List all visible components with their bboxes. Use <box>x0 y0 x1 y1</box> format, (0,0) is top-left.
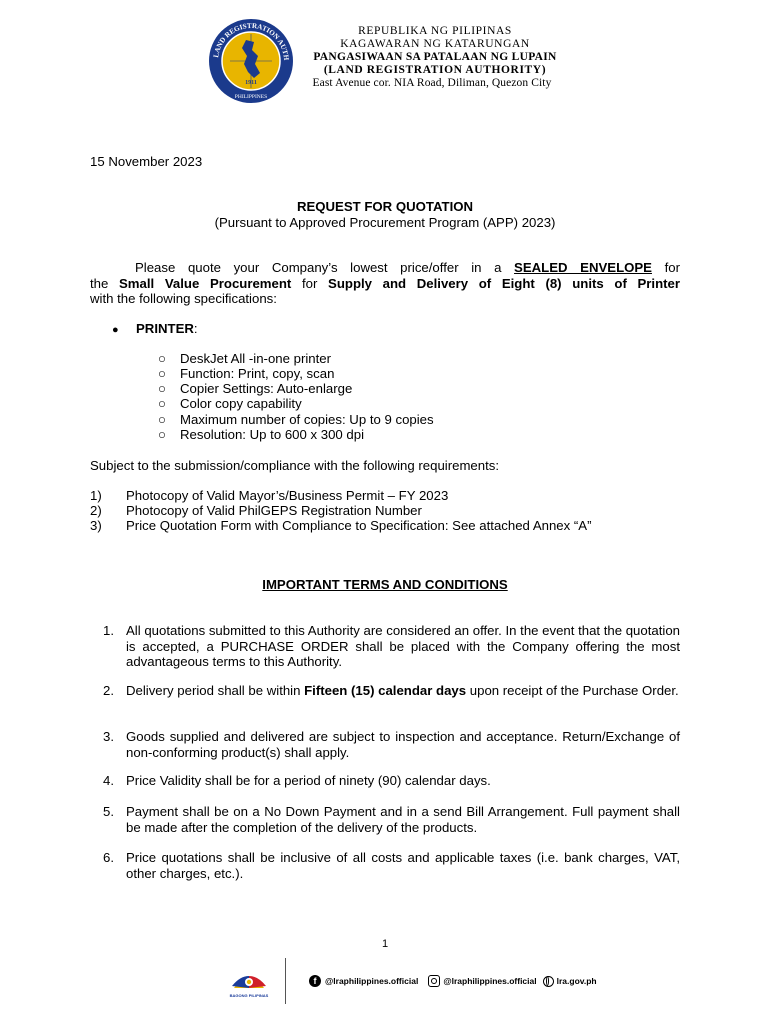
circle-bullet-icon: ○ <box>158 366 166 381</box>
spec-item: ○ Function: Print, copy, scan <box>158 366 335 381</box>
document-subtitle: (Pursuant to Approved Procurement Program (APP) 2023) <box>214 215 556 230</box>
seal-year: 1911 <box>245 80 257 86</box>
bagong-pilipinas-logo <box>226 962 272 1002</box>
instagram-handle[interactable]: @lraphilippines.official <box>443 976 537 986</box>
letterhead-republic: REPUBLIKA NG PILIPINAS <box>358 25 512 37</box>
bullet-icon: ● <box>112 324 119 336</box>
term-item: 6. Price quotations shall be inclusive of all costs and applicable taxes (i.e. bank charges, VAT, other charges, etc.). <box>103 850 680 881</box>
circle-bullet-icon: ○ <box>158 412 166 427</box>
letterhead-address: East Avenue cor. NIA Road, Diliman, Quezon City <box>312 77 552 89</box>
spec-item: ○ Resolution: Up to 600 x 300 dpi <box>158 427 365 442</box>
circle-bullet-icon: ○ <box>158 381 166 396</box>
footer-divider <box>285 958 286 1004</box>
term-item: 2. Delivery period shall be within Fifteen (15) calendar days upon receipt of the Purchase Order. <box>103 683 679 698</box>
globe-icon <box>543 976 554 987</box>
lra-seal-logo <box>208 18 294 104</box>
intro-paragraph: Please quote your Company’s lowest price/offer in a SEALED ENVELOPE for the Small Value Procurement for Supply and Delivery of Eight (8) units of Printer with the following specifications: <box>90 260 681 306</box>
spec-item: ○ Copier Settings: Auto-enlarge <box>158 381 353 396</box>
seal-text: LAND REGISTRATION AUTH <box>212 21 291 61</box>
term-item: 1. All quotations submitted to this Authority are considered an offer. In the event that the quotation is accepted, a PURCHASE ORDER shall be placed with the Company offering the most advantageous terms to this Authority. <box>103 623 680 669</box>
sealed-envelope-text: SEALED ENVELOPE <box>514 260 652 275</box>
term-item: 4. Price Validity shall be for a period of ninety (90) calendar days. <box>103 773 491 788</box>
document-date: 15 November 2023 <box>90 154 203 169</box>
page-number: 1 <box>381 938 389 950</box>
supply-text: Supply and Delivery of Eight (8) units of Printer <box>328 275 681 291</box>
spec-item: ○ Maximum number of copies: Up to 9 copies <box>158 412 434 427</box>
circle-bullet-icon: ○ <box>158 351 166 366</box>
document-title: REQUEST FOR QUOTATION <box>296 199 474 214</box>
letterhead-agency-filipino: PANGASIWAAN SA PATALAAN NG LUPAIN <box>313 51 557 63</box>
terms-title: IMPORTANT TERMS AND CONDITIONS <box>262 577 508 592</box>
circle-bullet-icon: ○ <box>158 427 166 442</box>
facebook-handle[interactable]: @lraphilippines.official <box>325 976 419 986</box>
letterhead-agency-english: (LAND REGISTRATION AUTHORITY) <box>323 64 547 76</box>
logo-text: BAGONG PILIPINAS <box>229 993 269 998</box>
term-item: 5. Payment shall be on a No Down Payment and in a send Bill Arrangement. Full payment shall be made after the completion of the delivery of the products. <box>103 804 680 835</box>
requirement-item: 3) Price Quotation Form with Compliance to Specification: See attached Annex “A” <box>90 518 592 533</box>
term-item: 3. Goods supplied and delivered are subject to inspection and acceptance. Return/Exchange of non-conforming product(s) shall apply. <box>103 729 680 760</box>
letterhead-department: KAGAWARAN NG KATARUNGAN <box>340 38 530 50</box>
item-printer: ● PRINTER: <box>112 321 198 336</box>
facebook-icon: f <box>309 975 321 987</box>
requirement-item: 2) Photocopy of Valid PhilGEPS Registration Number <box>90 503 422 518</box>
instagram-icon <box>428 975 440 987</box>
spec-item: ○ Color copy capability <box>158 396 302 411</box>
footer-social <box>309 975 597 987</box>
spec-item: ○ DeskJet All -in-one printer <box>158 351 331 366</box>
seal-bottom-text: PHILIPPINES <box>234 94 268 100</box>
website-link[interactable]: lra.gov.ph <box>556 976 597 986</box>
circle-bullet-icon: ○ <box>158 396 166 411</box>
requirement-item: 1) Photocopy of Valid Mayor’s/Business Permit – FY 2023 <box>90 488 449 503</box>
svp-text: Small Value Procurement <box>119 275 292 291</box>
requirements-intro: Subject to the submission/compliance with the following requirements: <box>90 458 500 473</box>
